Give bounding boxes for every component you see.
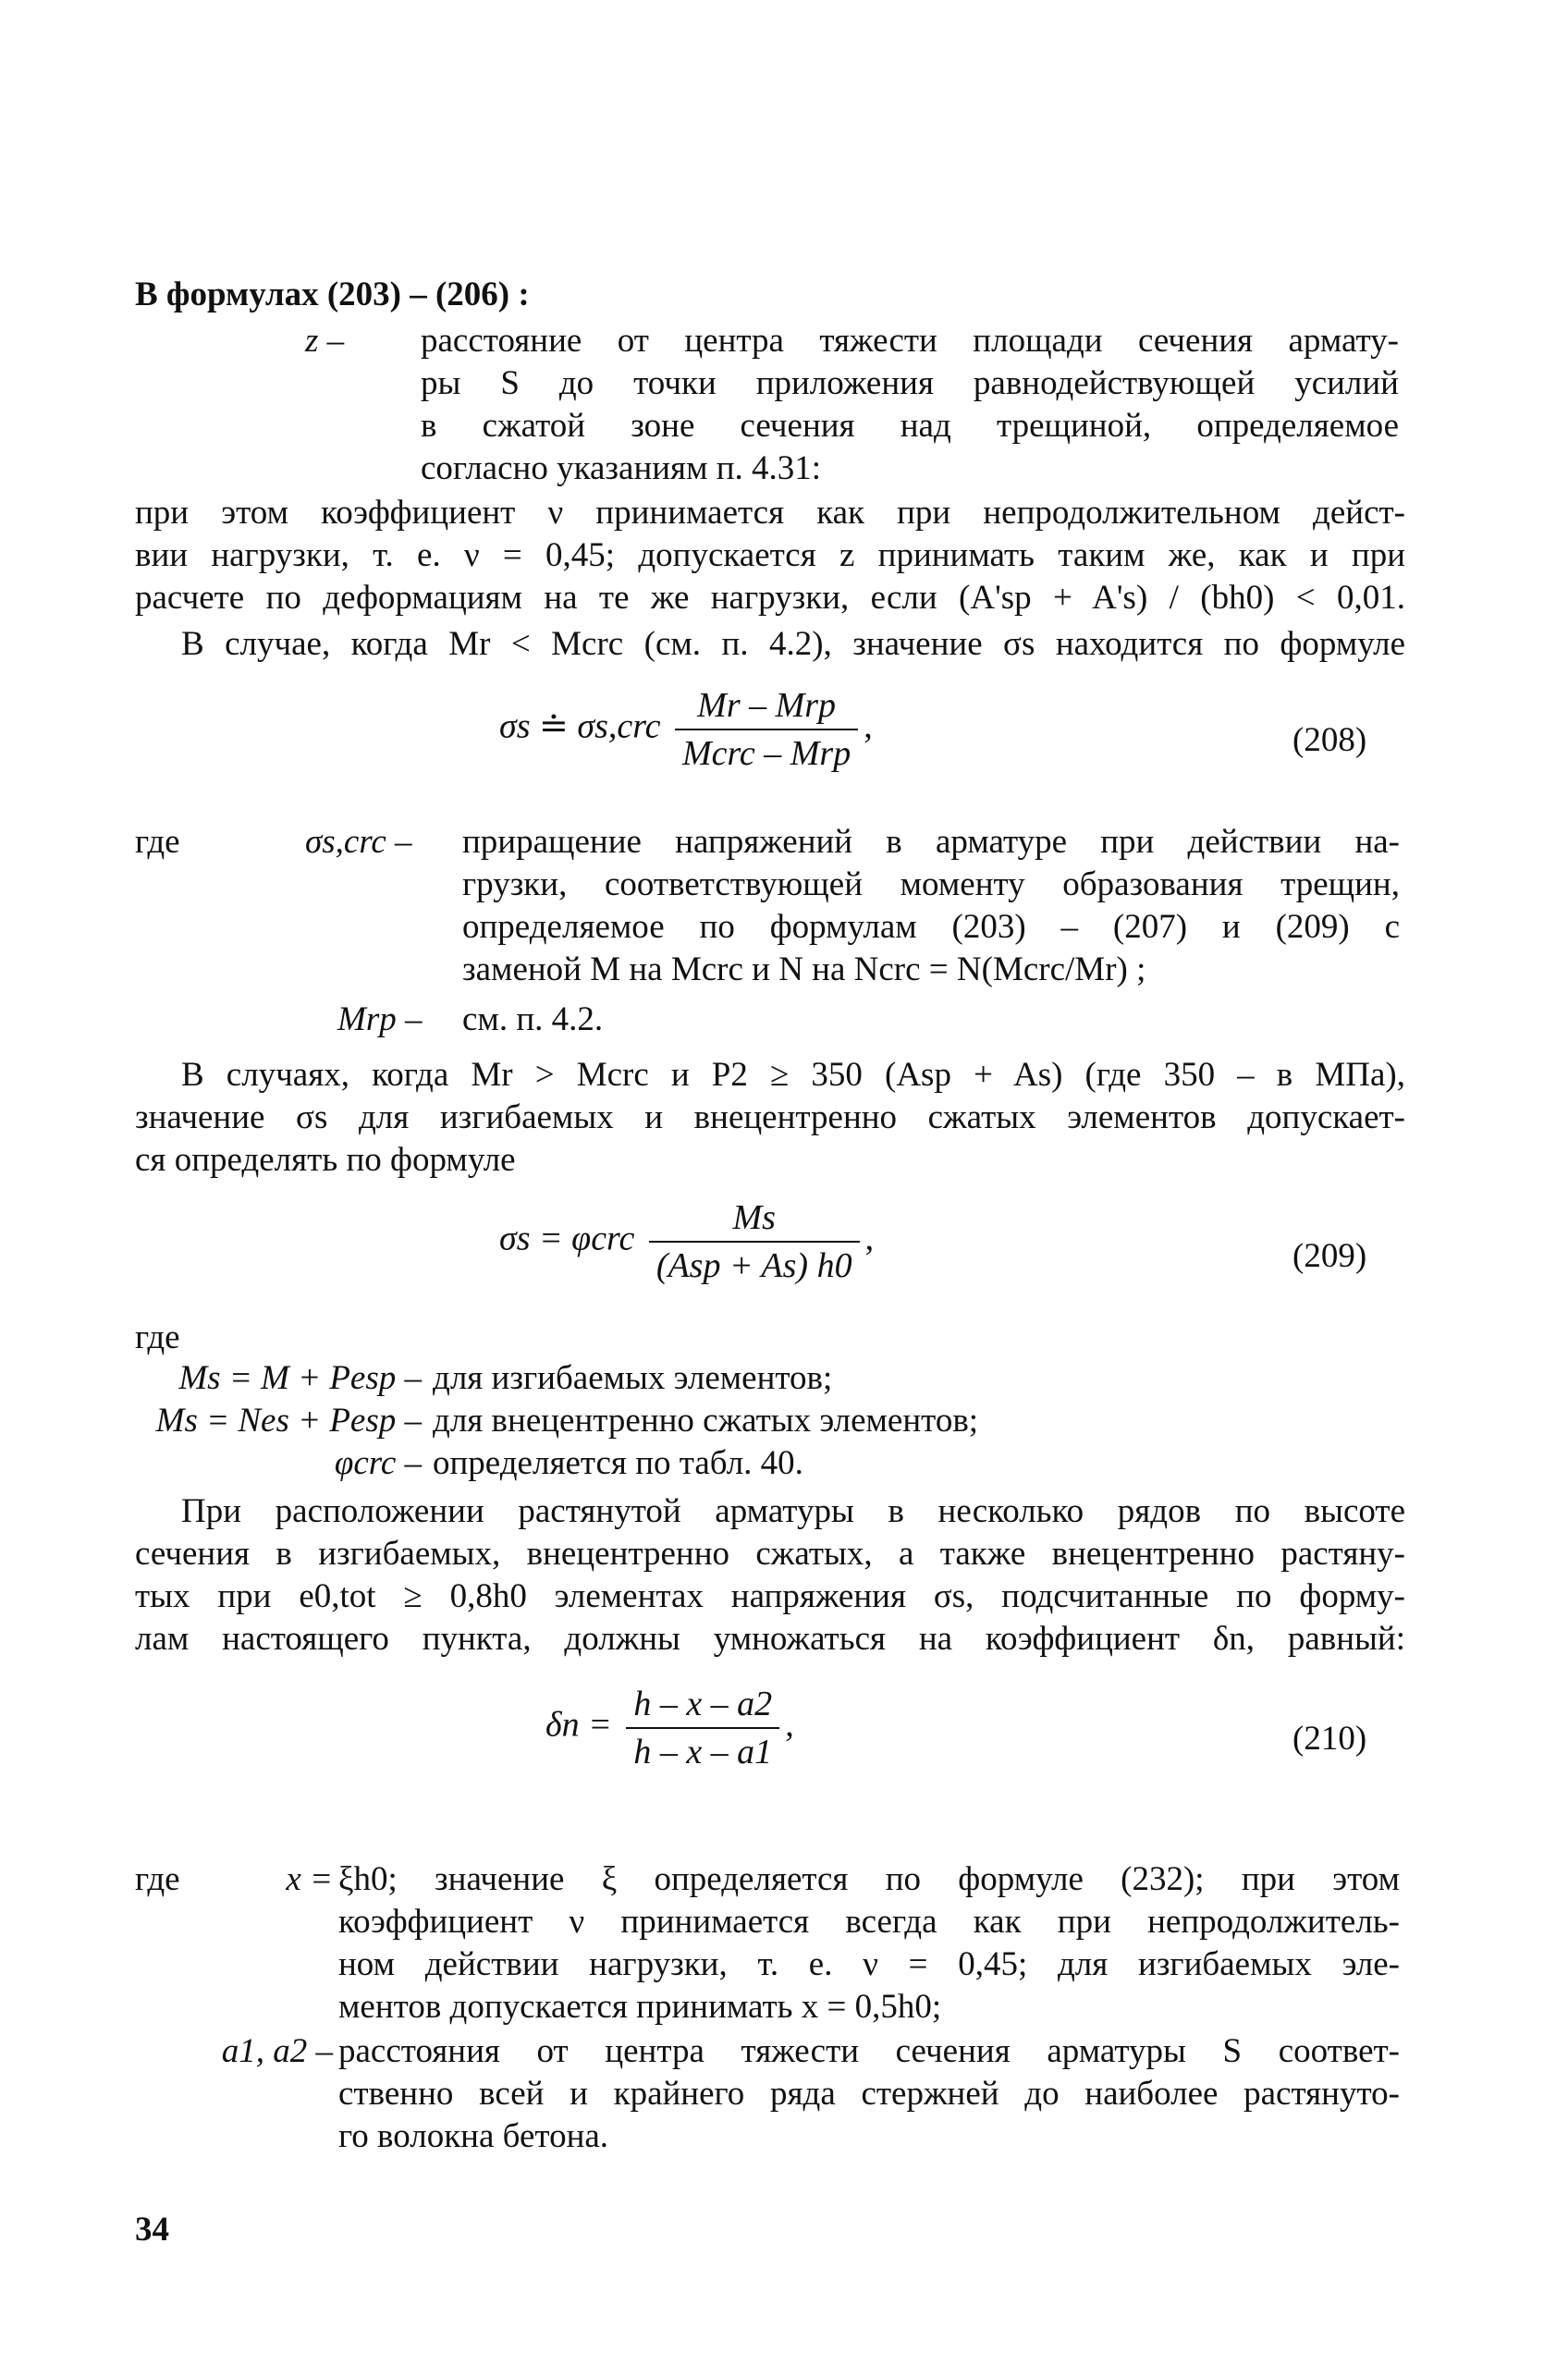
a-def-line: ственно всей и крайнего ряда стержней до наиболее растянуто- (338, 2075, 1400, 2113)
paragraph-line: расчете по деформациям на те же нагрузки, если (A'sp + A's) / (bh0) < 0,01. (135, 579, 1406, 617)
intro-heading: В формулах (203) – (206) : (135, 276, 530, 313)
mrp-text: см. п. 4.2. (462, 1000, 604, 1038)
equation-number-210: (210) (1292, 1720, 1367, 1758)
sigma-scrc-line: грузки, соответствующей моменту образования трещин, (462, 865, 1400, 903)
sigma-scrc-line: определяемое по формулам (203) – (207) и (209) с (462, 908, 1400, 946)
eq208-numerator: Mr – Mrp (697, 686, 837, 725)
equation-209 (499, 1195, 874, 1289)
page-number: 34 (135, 2211, 169, 2249)
eq209-lhs: σs = φcrc (499, 1219, 635, 1258)
x-def-line: ном действии нагрузки, т. е. ν = 0,45; для изгибаемых эле- (338, 1945, 1400, 1983)
sigma-scrc-line: заменой M на Mcrc и N на Ncrc = N(Mcrc/Mr) ; (462, 950, 1146, 988)
eq208-denominator: Mcrc – Mrp (675, 729, 858, 777)
def-z-symbol: z – (305, 322, 345, 360)
def-z-line: в сжатой зоне сечения над трещиной, определяемое (421, 407, 1399, 445)
def-z-line: согласно указаниям п. 4.31: (421, 449, 822, 487)
eq210-denominator: h – x – a1 (626, 1727, 779, 1775)
paragraph-line: сечения в изгибаемых, внецентренно сжатых, а также внецентренно растяну- (135, 1535, 1405, 1573)
sigma-scrc-line: приращение напряжений в арматуре при действии на- (462, 823, 1400, 861)
x-symbol: x = (286, 1860, 333, 1898)
a1-a2-symbol: a1, a2 – (221, 2032, 333, 2070)
a-def-line: го волокна бетона. (338, 2117, 609, 2155)
eq209-denominator: (Asp + As) h0 (649, 1241, 860, 1289)
def-z-line: расстояние от центра тяжести площади сечения армату- (421, 322, 1399, 360)
mrp-symbol: Mrp – (337, 1000, 423, 1038)
x-def-line: коэффициент ν принимается всегда как при непродолжитель- (338, 1903, 1400, 1941)
phi-crc-symbol: φcrc – (334, 1444, 422, 1482)
equation-number-208: (208) (1292, 721, 1367, 759)
eq210-lhs: δn = (545, 1705, 612, 1745)
ms-compressed-symbol: Ms = Nes + Pesp – (155, 1402, 422, 1440)
def-z-line: ры S до точки приложения равнодействующей усилий (421, 364, 1399, 402)
equation-number-209: (209) (1292, 1237, 1367, 1275)
x-def-line: ментов допускается принимать x = 0,5h0; (338, 1988, 942, 2026)
paragraph-line: при этом коэффициент ν принимается как при непродолжительном дейст- (135, 494, 1405, 532)
eq208-lhs: σs ≐ σs,crc (499, 706, 661, 746)
ms-compressed-text: для внецентренно сжатых элементов; (433, 1402, 979, 1440)
paragraph-line: лам настоящего пункта, должны умножаться на коэффициент δn, равный: (135, 1620, 1405, 1658)
ms-bending-text: для изгибаемых элементов; (433, 1359, 833, 1397)
equation-208 (499, 682, 873, 777)
paragraph-line: При расположении растянутой арматуры в несколько рядов по высоте (181, 1492, 1405, 1530)
eq209-tail: , (864, 1219, 875, 1258)
where-label: где (135, 823, 180, 861)
paragraph-line: тых при e0,tot ≥ 0,8h0 элементах напряжения σs, подсчитанные по форму- (135, 1577, 1405, 1615)
equation-210 (545, 1681, 794, 1775)
where-label: где (135, 1860, 180, 1898)
phi-crc-text: определяется по табл. 40. (433, 1444, 803, 1482)
paragraph-line: вии нагрузки, т. е. ν = 0,45; допускается z принимать таким же, как и при (135, 536, 1405, 574)
eq210-tail: , (785, 1705, 794, 1745)
eq208-tail: , (864, 706, 873, 746)
paragraph-line: В случае, когда Mr < Mcrc (см. п. 4.2), значение σs находится по формуле (181, 625, 1405, 663)
where-label: где (135, 1318, 180, 1356)
a-def-line: расстояния от центра тяжести сечения арматуры S соответ- (338, 2032, 1400, 2070)
paragraph-line: В случаях, когда Mr > Mcrc и P2 ≥ 350 (Asp + As) (где 350 – в МПа), (181, 1056, 1405, 1094)
eq210-numerator: h – x – a2 (633, 1685, 773, 1723)
paragraph-line: ся определять по формуле (135, 1141, 516, 1179)
eq209-numerator: Ms (732, 1198, 776, 1237)
paragraph-line: значение σs для изгибаемых и внецентренно сжатых элементов допускает- (135, 1098, 1405, 1136)
ms-bending-symbol: Ms = M + Pesp – (178, 1359, 422, 1397)
sigma-scrc-symbol: σs,crc – (305, 823, 412, 861)
x-def-line: ξh0; значение ξ определяется по формуле (232); при этом (338, 1860, 1400, 1898)
